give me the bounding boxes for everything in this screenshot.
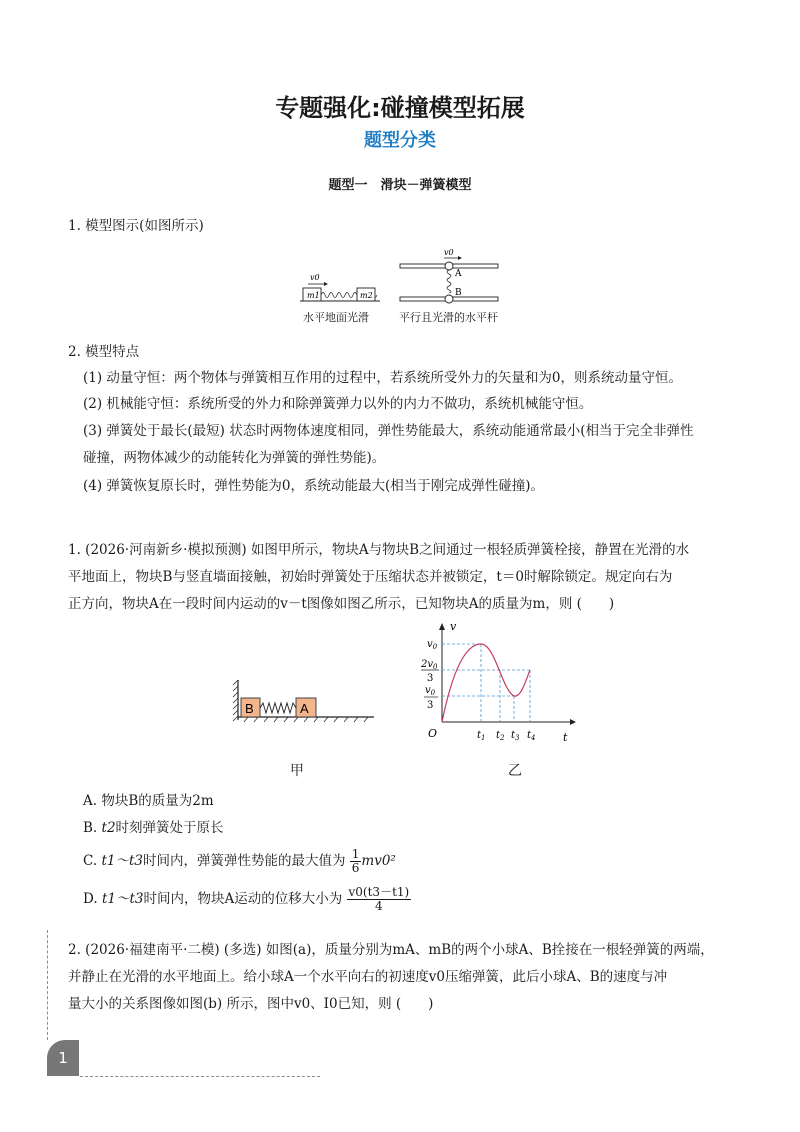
q2-line-1: 2. (2026·福建南平·二模) (多选) 如图(a)，质量分别为mA、mB的两个小球A、B拴接在一根轻弹簧的两端，	[68, 942, 714, 958]
page-title: 专题强化:碰撞模型拓展	[275, 94, 525, 122]
y-tick-2v0-den: 3	[427, 673, 434, 684]
block-b-label: B	[245, 701, 254, 716]
footer-dashed-border-vertical	[47, 930, 48, 1040]
x-tick-t2: $t_2$	[496, 730, 505, 742]
q1-line-2: 平地面上，物块B与竖直墙面接触，初始时弹簧处于压缩状态并被锁定，t＝0时解除锁定。规定向右为	[68, 569, 673, 585]
q2-line-2: 并静止在光滑的水平地面上。给小球A一个水平向右的初速度v0压缩弹簧，此后小球A、B的速度与冲	[68, 969, 668, 985]
rod-spring-figure	[400, 248, 498, 303]
x-tick-t1: $t_1$	[477, 730, 486, 742]
q1-option-d: D. t1～t3时间内，物块A运动的位移大小为 $\frac{v0(t3-t1)}{4}$	[83, 885, 410, 913]
x-tick-t4: $t_4$	[527, 730, 536, 742]
fraction-one-sixth: $\frac{1}{6}$	[351, 847, 360, 875]
footer-dashed-border-horizontal	[80, 1076, 320, 1077]
q2-line-3: 量大小的关系图像如图(b) 所示，图中v0、I0已知，则 ( )	[68, 996, 434, 1012]
ball-a-label: A	[455, 269, 462, 279]
model-point-2: (2) 机械能守恒：系统所受的外力和除弹簧弹力以外的内力不做功，系统机械能守恒。	[83, 396, 593, 412]
q1-option-c: C. t1～t3时间内，弹簧弹性势能的最大值为 $\frac{1}{6}$ mv0²	[83, 847, 396, 875]
x-axis-label: t	[563, 731, 568, 744]
y-axis-label: v	[450, 620, 457, 633]
spring-right	[447, 270, 451, 293]
figure-jia-caption: 甲	[290, 763, 304, 779]
guide-lines	[442, 644, 530, 722]
model-item-1: 1. 模型图示(如图所示)	[68, 218, 204, 234]
math-t1-t3-d: t1～t3	[101, 891, 144, 907]
page-number-badge: 1	[47, 1040, 79, 1076]
v0-label-left: v0	[310, 273, 320, 282]
y-tick-2v0-num: $2v_0$	[421, 659, 438, 671]
ball-a	[445, 262, 453, 270]
v0-label-right: v0	[444, 248, 454, 257]
velocity-curve	[442, 644, 530, 722]
figure-jia	[232, 676, 378, 728]
fig-left-caption: 水平地面光滑	[303, 311, 369, 324]
ground-spring-figure	[300, 273, 380, 301]
q1-line-3: 正方向，物块A在一段时间内运动的v－t图像如图乙所示，已知物块A的质量为m，则 ( )	[68, 596, 615, 612]
origin-label: O	[428, 727, 438, 740]
q1-option-a: A. 物块B的质量为2m	[83, 793, 214, 809]
figure-yi-caption: 乙	[508, 763, 522, 779]
fraction-displacement: $\frac{v0(t3-t1)}{4}$	[348, 885, 410, 913]
spring-jia	[260, 703, 296, 713]
math-t2: t2	[101, 820, 116, 836]
ball-b-label: B	[455, 288, 462, 298]
q1-option-b: B. t2时刻弹簧处于原长	[83, 820, 224, 836]
q1-line-1: 1. (2026·河南新乡·模拟预测) 如图甲所示，物块A与物块B之间通过一根轻质弹簧栓接，静置在光滑的水	[68, 542, 690, 558]
x-tick-t3: $t_3$	[511, 730, 520, 742]
y-tick-v0: $v_0$	[427, 639, 438, 651]
y-tick-v0-3-num: $v_0$	[425, 685, 436, 697]
m1-label: m1	[307, 291, 320, 300]
ball-b	[445, 295, 453, 303]
model-point-4: (4) 弹簧恢复原长时，弹性势能为0，系统动能最大(相当于刚完成弹性碰撞)。	[83, 478, 545, 494]
model-point-3: (3) 弹簧处于最长(最短) 状态时两物体速度相同，弹性势能最大，系统动能通常最小(相当于完全非弹性	[83, 423, 694, 439]
model-point-1: (1) 动量守恒：两个物体与弹簧相互作用的过程中，若系统所受外力的矢量和为0，则系统动量守恒。	[83, 370, 683, 386]
model-item-2: 2. 模型特点	[68, 344, 140, 360]
page-subtitle: 题型分类	[364, 130, 436, 151]
fig-right-caption: 平行且光滑的水平杆	[399, 311, 498, 324]
section-heading: 题型一 滑块－弹簧模型	[328, 178, 472, 193]
m2-label: m2	[360, 291, 373, 300]
math-t1-t3-c: t1～t3	[101, 853, 143, 869]
figure-yi-vt-graph	[410, 618, 585, 753]
model-point-3-cont: 碰撞，两物体减少的动能转化为弹簧的弹性势能)。	[83, 450, 386, 466]
block-a-label: A	[300, 701, 309, 716]
y-tick-v0-3-den: 3	[427, 700, 434, 711]
math-mv0sq: mv0²	[361, 853, 396, 869]
